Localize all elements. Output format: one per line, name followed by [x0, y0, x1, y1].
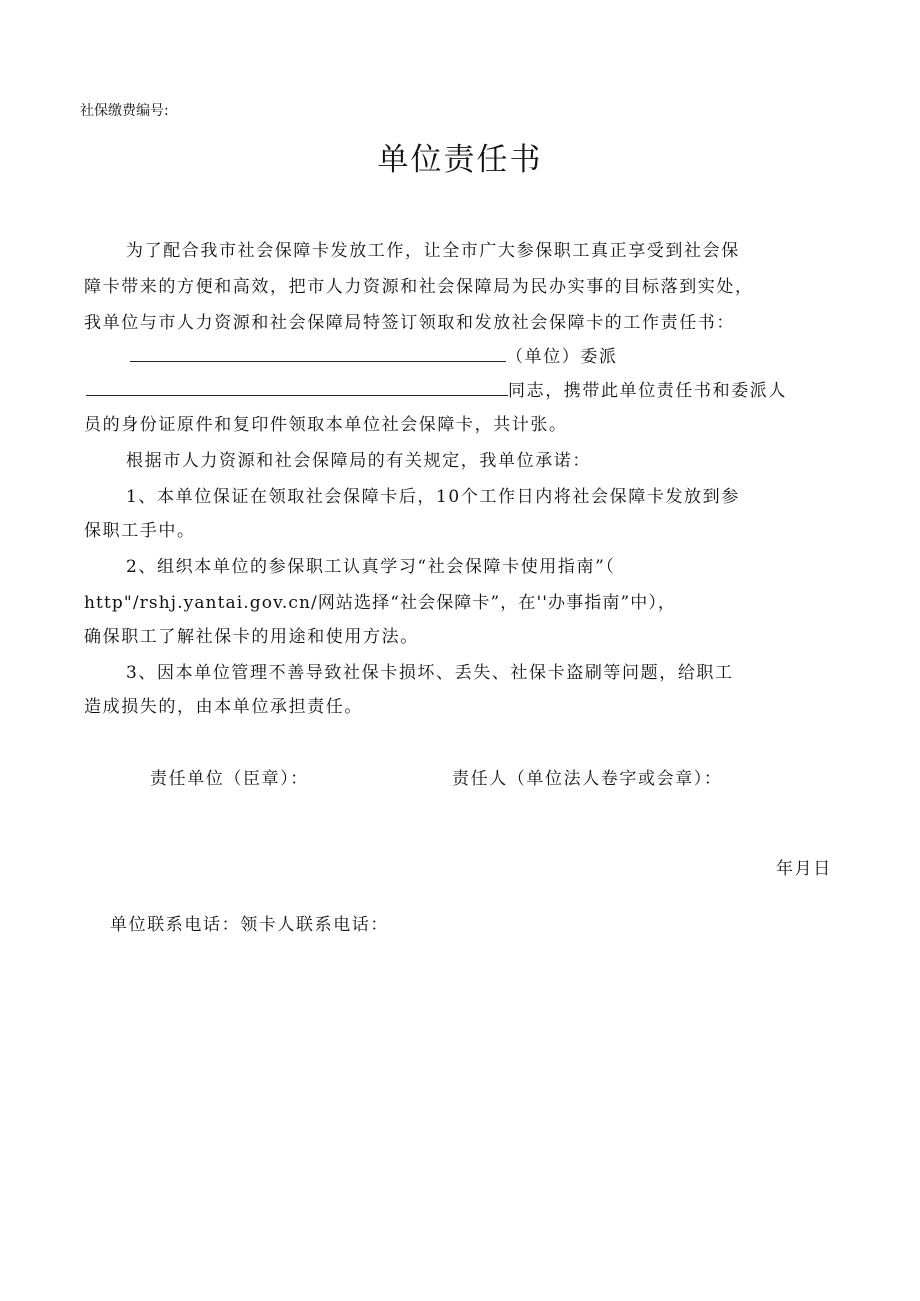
promise-item-3-line-1: 3、因本单位管理不善导致社保卡损坏、丢失、社保卡盗刷等问题，给职工	[126, 663, 734, 683]
contact-phones-label: 单位联系电话：领卡人联系电话：	[110, 915, 389, 935]
promise-item-2-line-2: http"/rshj.yantai.gov.cn/网站选择“社会保障卡”，在''办事指南”中），	[84, 593, 677, 613]
id-card-line: 员的身份证原件和复印件领取本单位社会保障卡，共计张。	[84, 415, 568, 435]
promise-item-2-line-1: 2、组织本单位的参保职工认真学习“社会保障卡使用指南”（	[126, 557, 616, 577]
unit-assign-text: （单位）委派	[506, 347, 618, 367]
comrade-name-blank[interactable]	[86, 381, 508, 396]
promise-item-2-line-3: 确保职工了解社保卡的用途和使用方法。	[84, 627, 419, 647]
social-security-number-label: 社保缴费编号:	[80, 103, 169, 119]
promise-item-3-line-2: 造成损失的，由本单位承担责任。	[84, 697, 363, 717]
responsible-person-signature-label: 责任人（单位法人卷字或会章）：	[452, 769, 723, 789]
intro-line-3: 我单位与市人力资源和社会保障局特签订领取和发放社会保障卡的工作责任书：	[84, 313, 735, 333]
document-title: 单位责任书	[377, 142, 543, 178]
unit-assign-line	[130, 342, 618, 367]
responsible-unit-seal-label: 责任单位（臣章）：	[150, 769, 309, 789]
date-label: 年月日	[776, 859, 832, 879]
unit-name-blank[interactable]	[130, 347, 506, 362]
intro-line-1: 为了配合我市社会保障卡发放工作，让全市广大参保职工真正享受到社会保	[126, 241, 740, 261]
comrade-line	[86, 376, 787, 401]
promise-item-1-line-2: 保职工手中。	[84, 521, 196, 541]
promise-item-1-line-1: 1、本单位保证在领取社会保障卡后，10个工作日内将社会保障卡发放到参	[126, 487, 740, 507]
promise-intro: 根据市人力资源和社会保障局的有关规定，我单位承诺：	[126, 451, 591, 471]
comrade-text: 同志，携带此单位责任书和委派人	[508, 381, 787, 401]
intro-line-2: 障卡带来的方便和高效，把市人力资源和社会保障局为民办实事的目标落到实处，	[84, 277, 754, 297]
